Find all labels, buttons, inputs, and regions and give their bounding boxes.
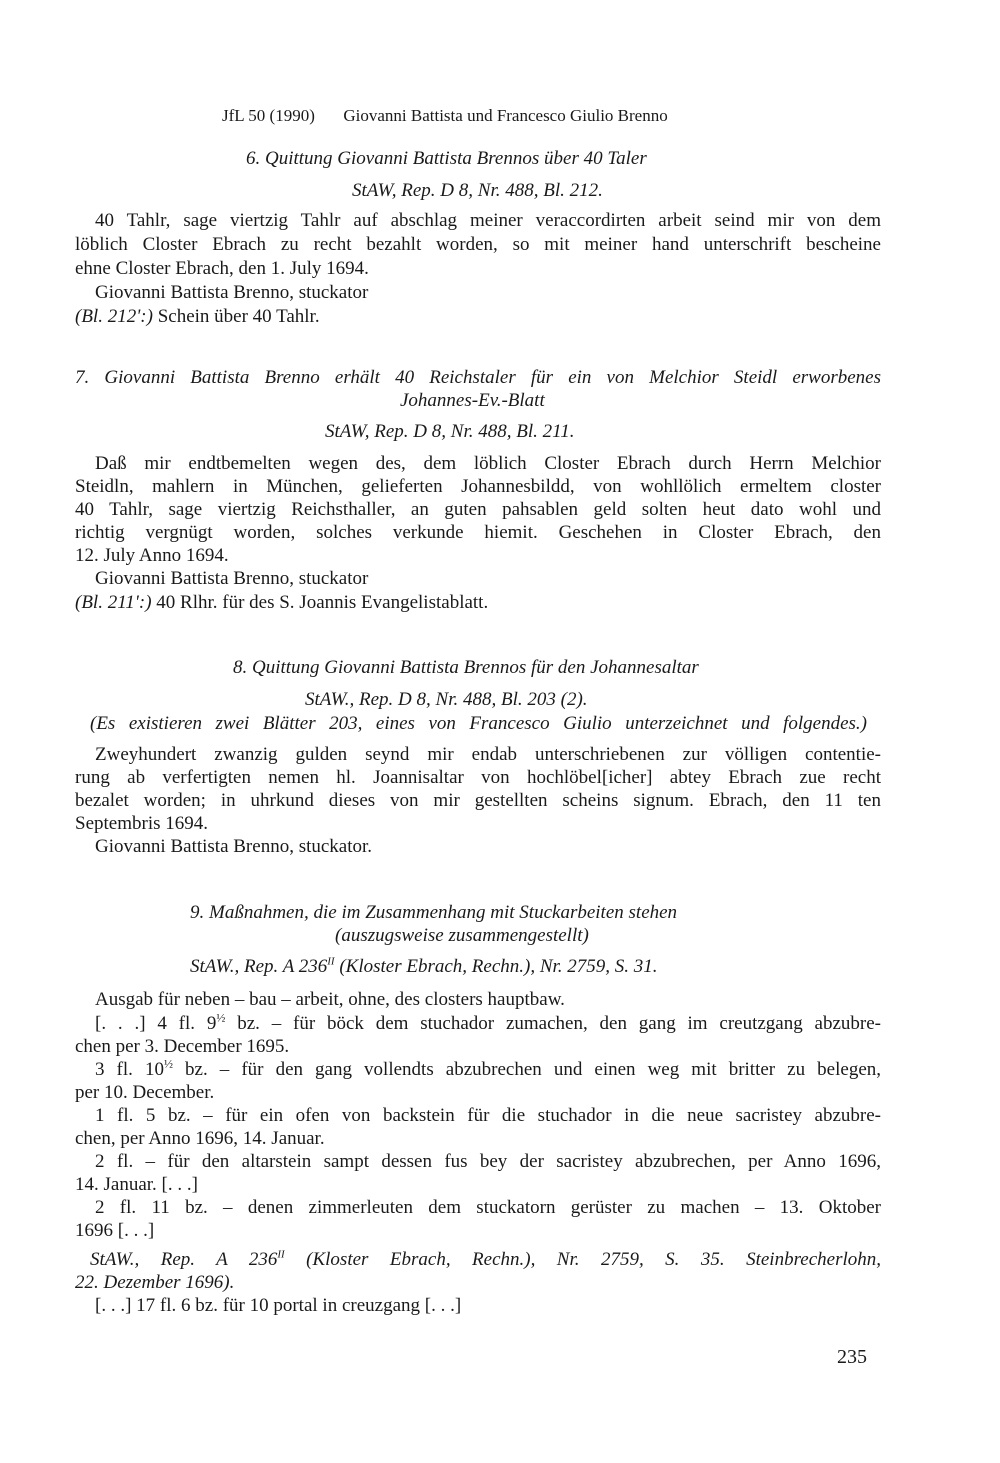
doc9-source (190, 955, 658, 979)
doc9-source-2-sup: II (277, 1248, 285, 1261)
doc9-entry-1 (95, 1012, 881, 1036)
doc9-source-2-post: (Kloster Ebrach, Rechn.), Nr. 2759, S. 35. Steinbrecherlohn, (306, 1249, 882, 1270)
doc8-line-3: bezalet worden; in uhrkund dieses von mir gestellten scheins signum. Ebrach, den 11 ten (75, 790, 881, 811)
doc7-note (75, 591, 488, 615)
doc7-heading-line-2: Johannes-Ev.-Blatt (400, 390, 545, 411)
doc9-source-pre: StAW., Rep. A 236 (190, 956, 328, 977)
doc9-entry-1-cont: chen per 3. December 1695. (75, 1036, 290, 1057)
doc9-entry-2-frac: ½ (163, 1056, 173, 1071)
doc9-entry-5: 2 fl. 11 bz. – denen zimmerleuten dem stuckatorn gerüster zu machen – 13. Oktober (95, 1197, 881, 1218)
doc8-remark: (Es existieren zwei Blätter 203, eines von Francesco Giulio unterzeichnet und folgendes.) (90, 713, 867, 734)
doc7-line-5: 12. July Anno 1694. (75, 545, 229, 566)
doc9-entry-3: 1 fl. 5 bz. – für ein ofen von backstein für die stuchador in die neue sacristey abzubre- (95, 1105, 881, 1126)
doc8-line-2: rung ab verfertigten nemen hl. Joannisaltar von hochlöbel[icher] abtey Ebrach zue recht (75, 767, 881, 788)
doc6-signature: Giovanni Battista Brenno, stuckator (95, 282, 369, 303)
doc8-line-4: Septembris 1694. (75, 813, 208, 834)
doc9-entry-4: 2 fl. – für den altarstein sampt dessen fus bey der sacristey abzubrechen, per Anno 1696, (95, 1151, 881, 1172)
doc6-line-3: ehne Closter Ebrach, den 1. July 1694. (75, 258, 369, 279)
doc9-source-2-pre: StAW., Rep. A 236 (90, 1249, 278, 1270)
doc7-signature: Giovanni Battista Brenno, stuckator (95, 568, 369, 589)
doc9-entry-1-post: bz. – für böck dem stuchador zumachen, den gang im creutzgang abzubre- (237, 1013, 882, 1034)
doc9-source-2 (90, 1248, 881, 1272)
doc9-heading-line-1: 9. Maßnahmen, die im Zusammenhang mit Stuckarbeiten stehen (190, 902, 678, 923)
doc7-line-2: Steidln, mahlern in München, gelieferten Johannesbildd, von wohllölich ermeltem closter (75, 476, 881, 497)
doc7-line-1: Daß mir endtbemelten wegen des, dem löblich Closter Ebrach durch Herrn Melchior (95, 453, 881, 474)
doc8-source: StAW., Rep. D 8, Nr. 488, Bl. 203 (2). (305, 689, 588, 710)
doc9-entry-2-cont: per 10. December. (75, 1082, 215, 1103)
doc7-source: StAW, Rep. D 8, Nr. 488, Bl. 211. (325, 421, 575, 442)
doc9-entry-6: [. . .] 17 fl. 6 bz. für 10 portal in creuzgang [. . .] (95, 1295, 462, 1316)
doc9-entry-2 (95, 1058, 881, 1082)
doc9-entry-1-frac: ½ (216, 1010, 226, 1025)
doc8-heading: 8. Quittung Giovanni Battista Brennos für den Johannesaltar (233, 657, 699, 678)
doc9-intro: Ausgab für neben – bau – arbeit, ohne, des closters hauptbaw. (95, 989, 565, 1010)
doc6-heading: 6. Quittung Giovanni Battista Brennos über 40 Taler (246, 148, 647, 169)
header-title: Giovanni Battista und Francesco Giulio Brenno (343, 106, 668, 125)
doc9-entry-1-pre: [. . .] 4 fl. 9 (95, 1013, 217, 1034)
doc9-entry-2-post: bz. – für den gang vollendts abzubrechen und einen weg mit britter zu belegen, (185, 1059, 882, 1080)
doc9-entry-4-cont: 14. Januar. [. . .] (75, 1174, 198, 1195)
journal-ref: JfL 50 (1990) (222, 106, 315, 125)
doc8-signature: Giovanni Battista Brenno, stuckator. (95, 836, 373, 857)
page-number: 235 (837, 1346, 867, 1368)
doc6-note (75, 305, 320, 329)
running-header (222, 104, 668, 128)
doc9-entry-3-cont: chen, per Anno 1696, 14. Januar. (75, 1128, 325, 1149)
doc8-line-1: Zweyhundert zwanzig gulden seynd mir endab unterschriebenen zur völligen contentie- (95, 744, 881, 765)
doc9-source-2-cont: 22. Dezember 1696). (75, 1272, 235, 1293)
doc9-heading-line-2: (auszugsweise zusammengestellt) (335, 925, 589, 946)
doc6-note-text: Schein über 40 Tahlr. (157, 306, 320, 327)
doc9-source-post: (Kloster Ebrach, Rechn.), Nr. 2759, S. 31. (339, 956, 658, 977)
doc7-heading-line-1: 7. Giovanni Battista Brenno erhält 40 Reichstaler für ein von Melchior Steidl erworbenes (75, 367, 881, 388)
doc9-source-sup: II (327, 955, 335, 968)
doc7-note-text: 40 Rlhr. für des S. Joannis Evangelistablatt. (156, 592, 489, 613)
doc7-line-4: richtig vergnügt worden, solches verkunde hiemit. Geschehen in Closter Ebrach, den (75, 522, 881, 543)
doc7-line-3: 40 Tahlr, sage viertzig Reichsthaller, an guten pahsablen geld solten heut dato wohl und (75, 499, 881, 520)
doc7-note-ref: (Bl. 211':) (75, 592, 152, 613)
doc6-note-ref: (Bl. 212':) (75, 306, 153, 327)
doc6-line-2: löblich Closter Ebrach zu recht bezahlt worden, so mit meiner hand unterschrift bescheine (75, 234, 881, 255)
doc6-line-1: 40 Tahlr, sage viertzig Tahlr auf abschlag meiner veraccordirten arbeit seind mir von dem (95, 210, 881, 231)
doc9-entry-5-cont: 1696 [. . .] (75, 1220, 155, 1241)
doc9-entry-2-pre: 3 fl. 10 (95, 1059, 164, 1080)
doc6-source: StAW, Rep. D 8, Nr. 488, Bl. 212. (352, 180, 603, 201)
